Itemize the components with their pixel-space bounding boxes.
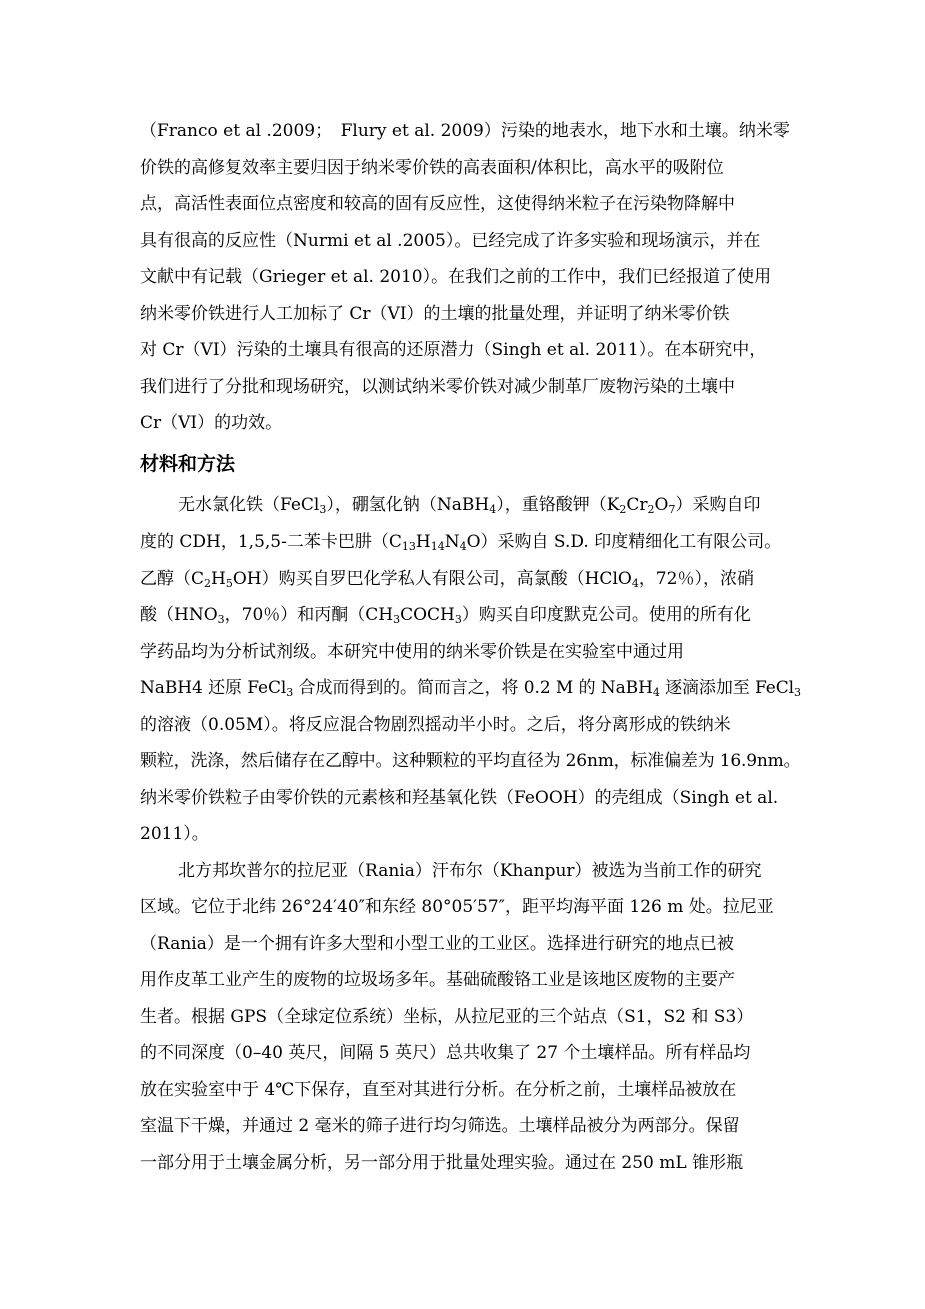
p1-line-4: 具有很高的反应性（Nurmi et al .2005）。已经完成了许多实验和现场演示，并在 <box>140 231 761 251</box>
p2-line-6: NaBH4 还原 FeCl$_3$ 合成而得到的。简而言之，将 0.2 M 的 NaBH$_4$ 逐滴添加至 FeCl$_3$ <box>140 678 801 699</box>
p2-line-4: 酸（$HNO_3$，70％）和丙酮$(CH_3COCH_3)$购买自印度默克公司。使用的所有化 <box>140 605 751 626</box>
p2-line-7: 的溶液（0.05M）。将反应混合物剧烈摇动半小时。之后，将分离形成的铁纳米 <box>140 715 731 735</box>
p2-line-8: 颗粒，洗涤，然后储存在乙醇中。这种颗粒的平均直径为 26nm，标准偏差为 16.9nm。 <box>140 751 801 771</box>
p3-line-3: （Rania）是一个拥有许多大型和小型工业的工业区。选择进行研究的地点已被 <box>140 934 734 954</box>
p2-line-3: 乙醇$(C_2H_5OH)$购买自罗巴化学私人有限公司，高氯酸（HClO$_4$，72％），浓硝 <box>140 569 754 590</box>
p2-line-1: 无水氯化铁（FeCl$_3$），硼氢化钠（NaBH$_4$），重铬酸钾$(K_2Cr_2O_7)$采购自印 <box>178 495 761 516</box>
p3-line-1: 北方邦坎普尔的拉尼亚（Rania）汗布尔（Khanpur）被选为当前工作的研究 <box>178 861 762 881</box>
p3-line-6: 的不同深度（0–40 英尺，间隔 5 英尺）总共收集了 27 个土壤样品。所有样品均 <box>140 1043 751 1063</box>
section-heading: 材料和方法 <box>140 453 236 475</box>
p3-line-5: 生者。根据 GPS（全球定位系统）坐标，从拉尼亚的三个站点（S1，S2 和 S3） <box>140 1007 754 1027</box>
p3-line-7: 放在实验室中于 4℃下保存，直至对其进行分析。在分析之前，土壤样品被放在 <box>140 1080 737 1100</box>
p2-line-9: 纳米零价铁粒子由零价铁的元素核和羟基氧化铁（FeOOH）的壳组成（Singh et al. <box>140 788 779 808</box>
p1-line-9: Cr（VI）的功效。 <box>140 413 283 433</box>
p3-line-4: 用作皮革工业产生的废物的垃圾场多年。基础硫酸铬工业是该地区废物的主要产 <box>140 970 735 990</box>
p1-line-6: 纳米零价铁进行人工加标了 Cr（VI）的土壤的批量处理，并证明了纳米零价铁 <box>140 304 730 324</box>
p1-line-5: 文献中有记载（Grieger et al. 2010）。在我们之前的工作中，我们已经报道了使用 <box>140 267 772 287</box>
p2-line-2: 度的 CDH，1,5,5-二苯卡巴肼$(C_{13}H_{14}N_4O)$采购自 S.D. 印度精细化工有限公司。 <box>140 532 782 553</box>
p3-line-2: 区域。它位于北纬 26°24′40″和东经 80°05′57″，距平均海平面 126 m 处。拉尼亚 <box>140 897 774 917</box>
p2-line-10: 2011）。 <box>140 824 209 844</box>
p3-line-9: 一部分用于土壤金属分析，另一部分用于批量处理实验。通过在 250 mL 锥形瓶 <box>140 1153 744 1173</box>
p1-line-3: 点，高活性表面位点密度和较高的固有反应性，这使得纳米粒子在污染物降解中 <box>140 194 735 214</box>
p1-line-1: （Franco et al .2009； Flury et al. 2009）污染的地表水，地下水和土壤。纳米零 <box>140 121 790 141</box>
p3-line-8: 室温下干燥，并通过 2 毫米的筛子进行均匀筛选。土壤样品被分为两部分。保留 <box>140 1116 740 1136</box>
p1-line-2: 价铁的高修复效率主要归因于纳米零价铁的高表面积/体积比，高水平的吸附位 <box>140 158 724 178</box>
p1-line-7: 对 Cr（VI）污染的土壤具有很高的还原潜力（Singh et al. 2011）。在本研究中， <box>140 340 767 360</box>
p2-line-5: 学药品均为分析试剂级。本研究中使用的纳米零价铁是在实验室中通过用 <box>140 642 684 662</box>
p1-line-8: 我们进行了分批和现场研究，以测试纳米零价铁对减少制革厂废物污染的土壤中 <box>140 377 735 397</box>
